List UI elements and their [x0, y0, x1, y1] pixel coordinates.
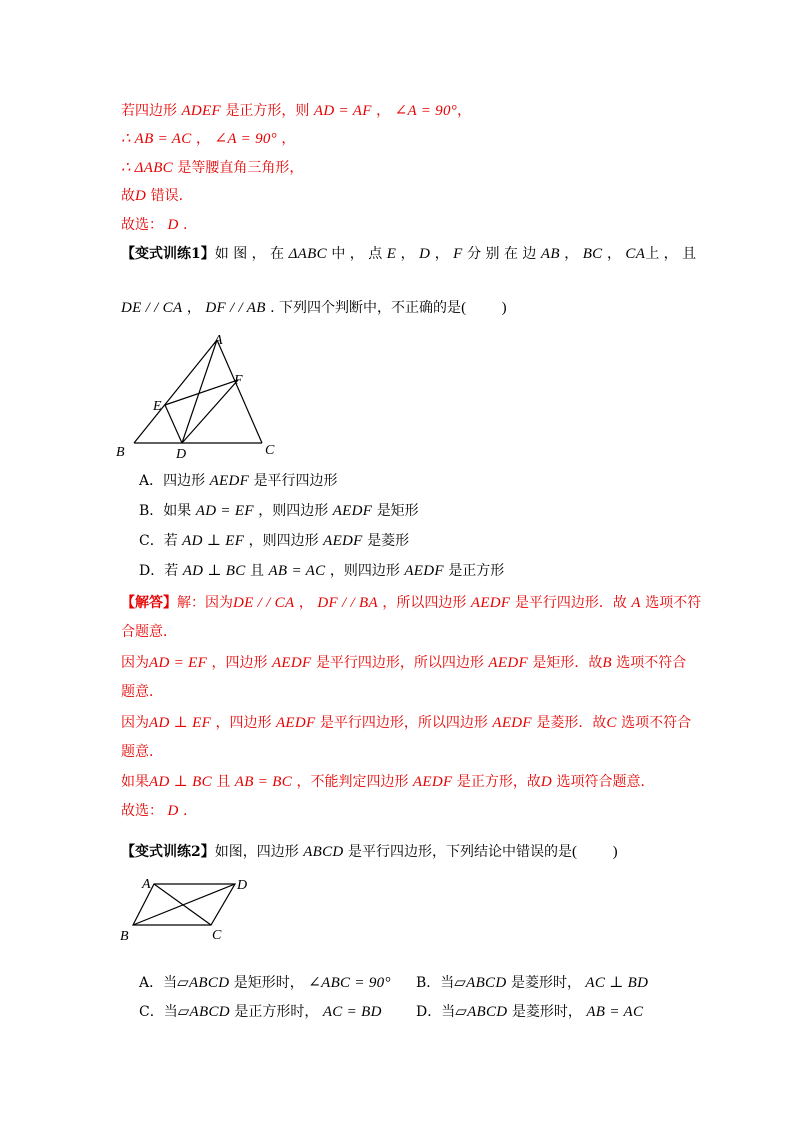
- q1-label-D: D: [176, 447, 187, 460]
- q1-triangle-figure: [110, 330, 290, 460]
- top-line-3: ∴ ΔABC 是等腰直角三角形，: [121, 160, 304, 176]
- q2-label: 【变式训练2】: [121, 844, 215, 860]
- q1-solution-line-3b: 题意．: [121, 744, 163, 760]
- q1-stem-line-2: DE / / CA ， DF / / AB . 下列四个判断中，不正确的是( ): [121, 300, 507, 316]
- q1-option-C[interactable]: C．若 AD ⊥ EF ，则四边形 AEDF 是菱形: [139, 533, 410, 549]
- q1-label-A: A: [214, 333, 223, 348]
- top-line-2: ∴ AB = AC ， ∠A = 90° ，: [121, 131, 296, 147]
- q2-label-B: B: [120, 929, 129, 944]
- q2-label-D: D: [237, 878, 248, 893]
- q1-label-C: C: [265, 443, 275, 458]
- q1-label-E: E: [153, 399, 162, 414]
- q1-stem-line-1: 【变式训练1】如 图 ， 在 ΔABC 中 ， 点 E ， D ， F 分 别 在 边 AB ， BC ， CA上 ， 且: [121, 246, 697, 262]
- q1-label: 【变式训练1】: [121, 246, 215, 262]
- q1-option-A[interactable]: A．四边形 AEDF 是平行四边形: [139, 473, 338, 489]
- q2-parallelogram-figure: [112, 872, 262, 946]
- q1-option-B[interactable]: B．如果 AD = EF ，则四边形 AEDF 是矩形: [139, 503, 419, 519]
- q2-option-B[interactable]: B．当▱ABCD 是菱形时， AC ⊥ BD: [416, 975, 649, 991]
- q1-solution-line-2b: 题意．: [121, 684, 163, 700]
- q1-solution-line-1b: 合题意．: [121, 624, 177, 640]
- q1-solution-label: 【解答】: [121, 595, 177, 611]
- top-line-5: 故选： D .: [121, 217, 188, 233]
- top-line-4: 故D 错误.: [121, 188, 184, 204]
- q2-label-A: A: [142, 877, 151, 892]
- q2-label-C: C: [212, 928, 222, 943]
- q1-option-D[interactable]: D．若 AD ⊥ BC 且 AB = AC ，则四边形 AEDF 是正方形: [139, 563, 505, 579]
- q2-option-A[interactable]: A．当▱ABCD 是矩形时， ∠ABC = 90°: [139, 975, 391, 991]
- q1-solution-line-1: 【解答】解：因为DE / / CA ， DF / / BA ，所以四边形 AEDF 是平行四边形．故 A 选项不符: [121, 595, 702, 611]
- top-line-1: 若四边形 ADEF 是正方形，则 AD = AF ， ∠A = 90°，: [121, 103, 472, 119]
- q1-solution-line-2: 因为AD = EF ，四边形 AEDF 是平行四边形，所以四边形 AEDF 是矩形．故B 选项不符合: [121, 655, 687, 671]
- q1-solution-line-5: 故选： D .: [121, 803, 188, 819]
- q2-option-C[interactable]: C．当▱ABCD 是正方形时， AC = BD: [139, 1004, 382, 1020]
- q1-label-B: B: [116, 445, 125, 460]
- q1-solution-line-4: 如果AD ⊥ BC 且 AB = BC ，不能判定四边形 AEDF 是正方形，故D 选项符合题意．: [121, 774, 655, 790]
- q2-stem: 【变式训练2】如图，四边形 ABCD 是平行四边形，下列结论中错误的是( ): [121, 844, 618, 860]
- q1-label-F: F: [234, 373, 243, 388]
- q2-option-D[interactable]: D．当▱ABCD 是菱形时， AB = AC: [416, 1004, 644, 1020]
- q1-solution-line-3: 因为AD ⊥ EF ，四边形 AEDF 是平行四边形，所以四边形 AEDF 是菱形．故C 选项不符合: [121, 715, 692, 731]
